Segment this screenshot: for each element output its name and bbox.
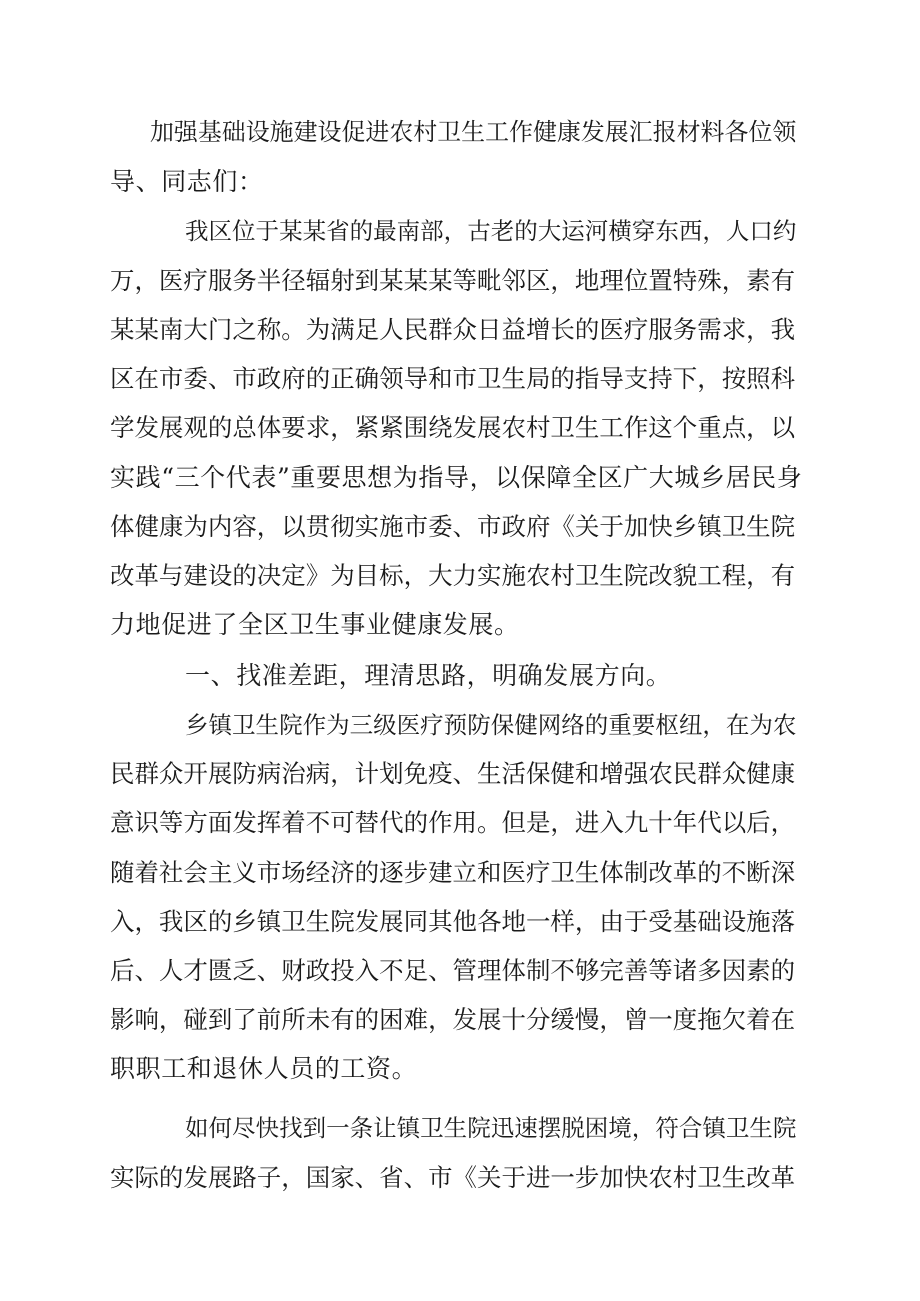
text-line: 实际的发展路子，国家、省、市《关于进一步加快农村卫生改革	[110, 1163, 796, 1192]
text-line: 区在市委、市政府的正确领导和市卫生局的指导支持下，按照科	[110, 364, 796, 393]
text-line: 乡镇卫生院作为三级医疗预防保健网络的重要枢纽，在为农	[185, 711, 797, 739]
text-line: 万，医疗服务半径辐射到某某某等毗邻区，地理位置特殊，素有	[110, 266, 796, 295]
text-line: 如何尽快找到一条让镇卫生院迅速摆脱困境，符合镇卫生院	[185, 1114, 797, 1142]
title-line-2: 导、同志们：	[110, 167, 264, 196]
text-line: 意识等方面发挥着不可替代的作用。但是，进入九十年代以后，	[110, 808, 796, 837]
text-line: 随着社会主义市场经济的逐步建立和医疗卫生体制改革的不断深	[110, 858, 796, 887]
title-line-1: 加强基础设施建设促进农村卫生工作健康发展汇报材料各位领	[150, 118, 797, 146]
text-line: 实践“三个代表”重要思想为指导，以保障全区广大城乡居民身	[110, 463, 803, 492]
text-line: 力地促进了全区卫生事业健康发展。	[110, 610, 520, 639]
text-line: 职职工和退休人员的工资。	[110, 1054, 418, 1083]
text-line: 民群众开展防病治病，计划免疫、生活保健和增强农民群众健康	[110, 759, 796, 788]
text-line: 体健康为内容，以贯彻实施市委、市政府《关于加快乡镇卫生院	[110, 512, 796, 541]
text-line: 后、人才匮乏、财政投入不足、管理体制不够完善等诸多因素的	[110, 956, 796, 985]
section-heading: 一、找准差距，理清思路，明确发展方向。	[185, 661, 672, 690]
text-line: 我区位于某某省的最南部，古老的大运河横穿东西，人口约	[185, 217, 797, 245]
text-line: 影响，碰到了前所未有的困难，发展十分缓慢，曾一度拖欠着在	[110, 1005, 796, 1034]
text-line: 入，我区的乡镇卫生院发展同其他各地一样，由于受基础设施落	[110, 907, 796, 936]
text-line: 学发展观的总体要求，紧紧围绕发展农村卫生工作这个重点，以	[110, 413, 796, 442]
text-line: 某某南大门之称。为满足人民群众日益增长的医疗服务需求，我	[110, 315, 796, 344]
text-line: 改革与建设的决定》为目标，大力实施农村卫生院改貌工程，有	[110, 561, 796, 590]
